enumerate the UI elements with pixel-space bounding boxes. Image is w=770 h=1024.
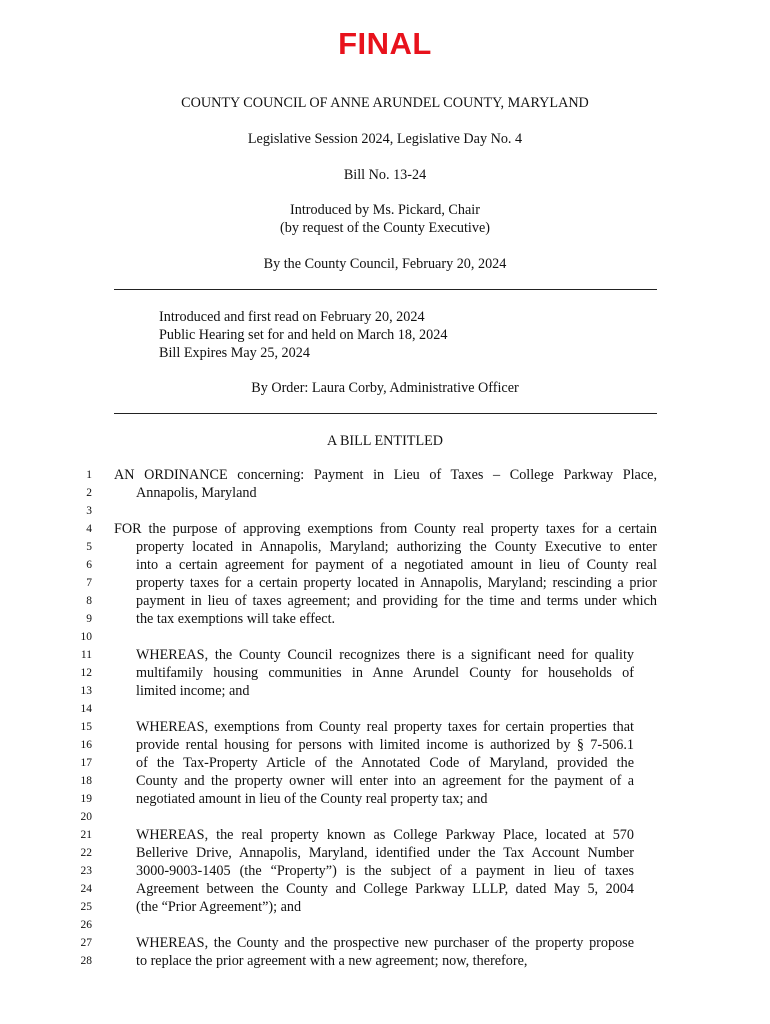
legislative-history (159, 308, 447, 362)
session-line: Legislative Session 2024, Legislative Day No. 4 (247, 131, 523, 147)
whereas-line: limited income; and (136, 683, 250, 699)
whereas-line: WHEREAS, the County and the prospective new purchaser of the property propose (136, 935, 634, 951)
line-number: 9 (86, 613, 92, 625)
by-request: (by request of the County Executive) (280, 220, 490, 236)
line-number: 20 (80, 811, 92, 823)
line-number: 27 (80, 937, 92, 949)
line-number: 23 (80, 865, 92, 877)
line-number: 19 (80, 793, 92, 805)
line-number: 18 (80, 775, 92, 787)
purpose-line: the tax exemptions will take effect. (136, 611, 336, 627)
by-council-date: By the County Council, February 20, 2024 (263, 256, 507, 272)
ordinance-title-line: AN ORDINANCE concerning: Payment in Lieu of Taxes – College Parkway Place, (114, 467, 657, 483)
purpose-line: property taxes for a certain property located in Annapolis, Maryland; rescinding a prior (136, 575, 657, 591)
hearing-date: Public Hearing set for and held on March 18, 2024 (159, 327, 448, 343)
line-number: 24 (80, 883, 92, 895)
whereas-line: negotiated amount in lieu of the County real property tax; and (136, 791, 488, 807)
whereas-line: WHEREAS, the County Council recognizes there is a significant need for quality (136, 647, 634, 663)
introduced-by: Introduced by Ms. Pickard, Chair (290, 202, 480, 218)
line-number: 28 (80, 955, 92, 967)
whereas-line: Bellerive Drive, Annapolis, Maryland, identified under the Tax Account Number (136, 845, 634, 861)
line-number: 6 (86, 559, 92, 571)
line-number: 13 (80, 685, 92, 697)
whereas-line: WHEREAS, exemptions from County real property taxes for certain properties that (136, 719, 634, 735)
divider-top (114, 289, 657, 290)
whereas-line: multifamily housing communities in Anne Arundel County for households of (136, 665, 634, 681)
line-number: 26 (80, 919, 92, 931)
line-number: 8 (86, 595, 92, 607)
bill-entitled-heading: A BILL ENTITLED (326, 433, 444, 449)
line-number: 5 (86, 541, 92, 553)
line-number: 25 (80, 901, 92, 913)
whereas-line: 3000-9003-1405 (the “Property”) is the subject of a payment in lieu of taxes (136, 863, 634, 879)
whereas-line: Agreement between the County and College Parkway LLLP, dated May 5, 2004 (136, 881, 634, 897)
line-number: 3 (86, 505, 92, 517)
divider-bottom (114, 413, 657, 414)
line-number: 7 (86, 577, 92, 589)
line-number: 11 (80, 649, 92, 661)
bill-number: Bill No. 13-24 (343, 167, 427, 183)
line-number: 4 (86, 523, 92, 535)
purpose-line: into a certain agreement for payment of a negotiated amount in lieu of County real (136, 557, 657, 573)
whereas-line: County and the property owner will enter into an agreement for the payment of a (136, 773, 634, 789)
by-order: By Order: Laura Corby, Administrative Officer (251, 380, 519, 396)
line-number: 16 (80, 739, 92, 751)
whereas-line: of the Tax-Property Article of the Annotated Code of Maryland, provided the (136, 755, 634, 771)
council-heading: COUNTY COUNCIL OF ANNE ARUNDEL COUNTY, MARYLAND (181, 95, 589, 111)
purpose-line: FOR the purpose of approving exemptions from County real property taxes for a certain (114, 521, 657, 537)
purpose-line: payment in lieu of taxes agreement; and providing for the time and terms under which (136, 593, 657, 609)
final-stamp: FINAL (338, 26, 432, 61)
line-number: 17 (80, 757, 92, 769)
whereas-line: to replace the prior agreement with a new agreement; now, therefore, (136, 953, 528, 969)
line-number: 12 (80, 667, 92, 679)
line-number: 22 (80, 847, 92, 859)
ordinance-title-line: Annapolis, Maryland (136, 485, 257, 501)
whereas-line: provide rental housing for persons with limited income is authorized by § 7-506.1 (136, 737, 634, 753)
line-number: 14 (80, 703, 92, 715)
whereas-line: WHEREAS, the real property known as College Parkway Place, located at 570 (136, 827, 634, 843)
whereas-line: (the “Prior Agreement”); and (136, 899, 302, 915)
line-number: 10 (80, 631, 92, 643)
introduced-date: Introduced and first read on February 20, 2024 (159, 309, 425, 325)
expiry-date: Bill Expires May 25, 2024 (159, 345, 310, 361)
line-number: 2 (86, 487, 92, 499)
line-number: 1 (86, 469, 92, 481)
line-number: 15 (80, 721, 92, 733)
purpose-line: property located in Annapolis, Maryland; authorizing the County Executive to enter (136, 539, 657, 555)
line-number: 21 (80, 829, 92, 841)
